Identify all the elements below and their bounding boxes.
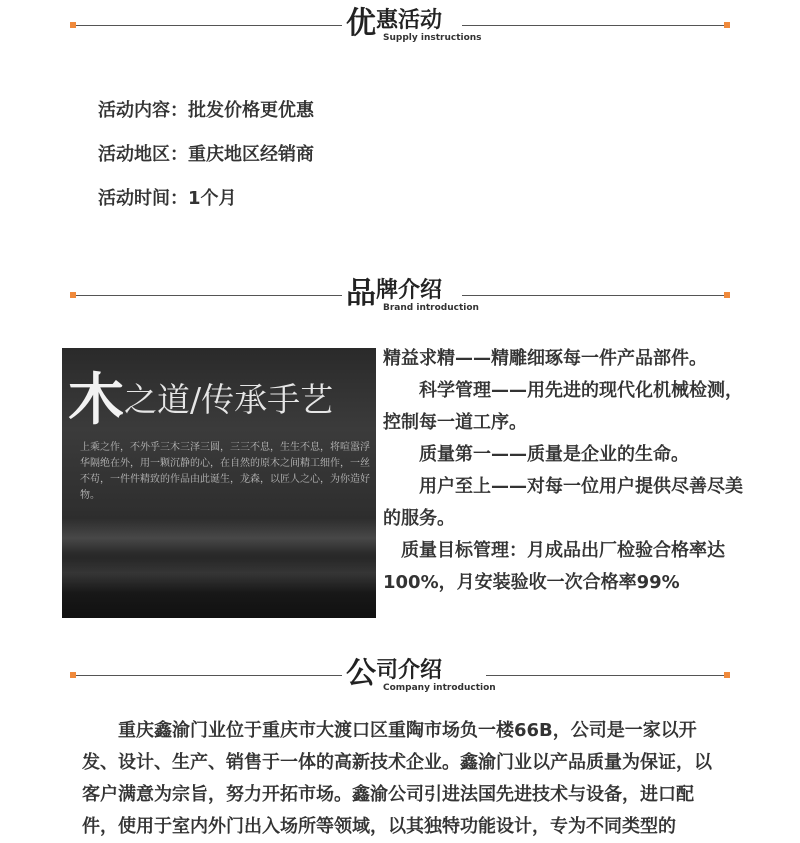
brand-points	[383, 343, 743, 599]
left-divider-line	[76, 295, 342, 296]
brand-image	[62, 348, 376, 618]
right-divider-line	[462, 25, 724, 26]
title-rest: 惠活动	[376, 8, 443, 33]
company-description: 重庆鑫渝门业位于重庆市大渡口区重陶市场负一楼66B，公司是一家以开发、设计、生产、销售于一体的高新技术企业。鑫渝门业以产品质量为保证，以客户满意为宗旨，努力开拓市场。鑫渝公司引进法国先进技术与设备，进口配件，使用于室内外门出入场所等领域，以其独特功能设计，专为不同类型的	[82, 720, 712, 837]
title-big-char: 公	[346, 656, 376, 691]
left-divider-line	[76, 25, 342, 26]
left-divider-line	[76, 675, 342, 676]
section-header-promo	[70, 6, 730, 46]
title-rest: 司介绍	[376, 658, 443, 683]
section-subtitle-promo: Supply instructions	[383, 33, 482, 43]
brand-point: 质量目标管理：月成品出厂检验合格率达100%，月安装验收一次合格率99%	[383, 540, 725, 593]
section-header-company	[70, 656, 730, 696]
brand-point: 精益求精——精雕细琢每一件产品部件。	[383, 348, 707, 369]
activity-region: 活动地区：重庆地区经销商	[98, 144, 314, 165]
brand-image-heading	[68, 356, 333, 436]
brand-point: 科学管理——用先进的现代化机械检测，控制每一道工序。	[383, 380, 743, 433]
heading-rest: 之道/传承手艺	[124, 380, 334, 419]
brand-point: 质量第一——质量是企业的生命。	[383, 444, 689, 465]
heading-big-char: 木	[68, 367, 124, 433]
section-header-brand	[70, 276, 730, 316]
right-divider-line	[462, 295, 724, 296]
brand-image-poem: 上乘之作，不外乎三木三泽三圆，三三不息，生生不息，将喧嚣浮华隔绝在外，用一颗沉静的心，在自然的原木之间精工细作，一丝不苟，一件件精致的作品由此诞生，龙森，以匠人之心，为你造好物。	[80, 442, 370, 501]
title-big-char: 优	[346, 6, 376, 41]
right-divider-line	[486, 675, 724, 676]
right-square-dot	[724, 672, 730, 678]
section-subtitle-brand: Brand introduction	[383, 303, 479, 313]
section-subtitle-company: Company introduction	[383, 683, 496, 693]
activity-time: 活动时间：1个月	[98, 188, 237, 209]
title-big-char: 品	[346, 276, 376, 311]
right-square-dot	[724, 292, 730, 298]
brand-point: 用户至上——对每一位用户提供尽善尽美的服务。	[383, 476, 743, 529]
ink-wave	[62, 518, 376, 558]
title-rest: 牌介绍	[376, 278, 443, 303]
ink-wave	[62, 553, 376, 593]
right-square-dot	[724, 22, 730, 28]
activity-content: 活动内容：批发价格更优惠	[98, 100, 314, 121]
